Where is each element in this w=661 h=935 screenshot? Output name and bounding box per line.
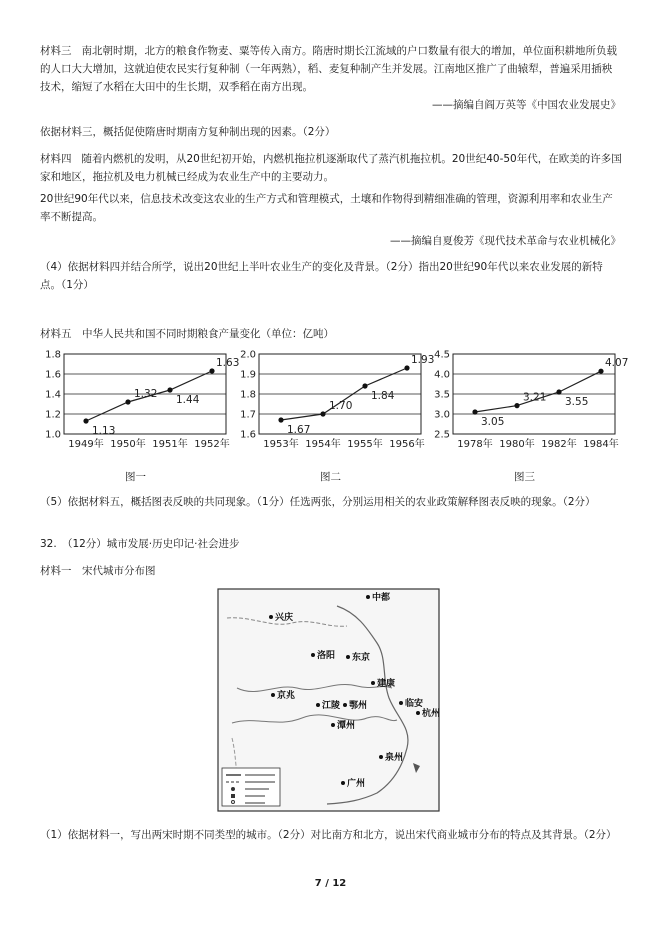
y-tick-label: 1.7	[240, 409, 256, 421]
y-tick-label: 3.0	[434, 409, 450, 421]
question-4: （4）依据材料四并结合所学，说出20世纪上半叶农业生产的变化及背景。（2分）指出20世纪90年代以来农业发展的新特点。（1分）	[40, 261, 603, 291]
data-point	[362, 383, 367, 388]
city-marker	[399, 701, 403, 705]
material-3-source: ——摘编自阎万英等《中国农业发展史》	[432, 99, 621, 111]
x-tick-label: 1952年	[194, 439, 230, 450]
chart-1	[40, 349, 240, 460]
y-tick-label: 1.6	[45, 369, 61, 381]
city-label: 东京	[352, 653, 371, 663]
city-marker	[341, 781, 345, 785]
data-point	[472, 409, 477, 414]
song-dynasty-city-map	[217, 588, 440, 812]
data-point	[83, 418, 88, 423]
y-tick-label: 1.9	[240, 369, 256, 381]
material-4-label: 材料四	[40, 153, 72, 165]
data-label: 3.55	[565, 396, 589, 408]
data-label: 3.21	[523, 391, 547, 404]
chart-3	[429, 349, 629, 460]
y-tick-label: 1.0	[45, 429, 61, 441]
data-point	[320, 411, 325, 416]
data-label: 1.93	[411, 354, 435, 366]
map-legend	[222, 768, 280, 806]
y-tick-label: 1.4	[45, 389, 61, 401]
x-tick-label: 1980年	[499, 439, 535, 450]
city-label: 建康	[377, 679, 396, 689]
question-32-header: 32. （12分）城市发展·历史印记·社会进步	[40, 538, 240, 550]
data-point	[125, 399, 130, 404]
y-tick-label: 2.5	[434, 429, 450, 441]
data-point	[514, 403, 519, 408]
data-label: 4.07	[605, 357, 629, 370]
material-4-source: ——摘编自夏俊芳《现代技术革命与农业机械化》	[390, 235, 621, 247]
material-4-text-1: 随着内燃机的发明，从20世纪初开始，内燃机拖拉机逐渐取代了蒸汽机拖拉机。20世纪40-50年代，在欧美的许多国家和地区，拖拉机及电力机械已经成为农业生产中的主要动力。	[40, 153, 622, 183]
y-tick-label: 3.5	[434, 389, 450, 401]
data-label: 1.70	[329, 400, 353, 412]
city-marker	[271, 693, 275, 697]
y-tick-label: 4.5	[434, 349, 450, 361]
city-label: 江陵	[322, 701, 341, 711]
x-tick-label: 1953年	[263, 439, 299, 450]
chart-1-caption: 图一	[125, 471, 146, 483]
data-label: 1.13	[92, 425, 116, 437]
material-4-paragraph-1	[40, 150, 622, 186]
data-point	[404, 365, 409, 370]
city-marker	[311, 653, 315, 657]
city-marker	[379, 755, 383, 759]
y-tick-label: 2.0	[240, 349, 256, 361]
city-label: 京兆	[277, 691, 296, 701]
data-point	[209, 368, 214, 373]
data-label: 1.32	[134, 388, 158, 400]
city-label: 兴庆	[275, 613, 294, 623]
city-label: 洛阳	[317, 651, 336, 661]
material-4-paragraph-2: 20世纪90年代以来，信息技术改变这农业的生产方式和管理模式，土壤和作物得到精细准确的管理，资源利用率和农业生产率不断提高。	[40, 193, 613, 223]
chart-3-caption: 图三	[514, 471, 535, 483]
x-tick-label: 1978年	[457, 439, 493, 450]
data-point	[278, 417, 283, 422]
city-label: 中都	[372, 593, 391, 603]
question-3: 依据材料三，概括促使隋唐时期南方复种制出现的因素。（2分）	[40, 126, 336, 138]
city-label: 杭州	[422, 709, 441, 719]
chart-2	[235, 349, 435, 460]
x-tick-label: 1956年	[389, 439, 425, 450]
data-label: 1.63	[216, 357, 240, 369]
city-label: 临安	[405, 699, 424, 709]
x-tick-label: 1950年	[110, 439, 146, 450]
city-marker	[416, 711, 420, 715]
material-3-paragraph	[40, 42, 622, 96]
y-tick-label: 1.6	[240, 429, 256, 441]
data-label: 1.44	[176, 394, 200, 406]
y-tick-label: 4.0	[434, 369, 450, 381]
city-marker	[331, 723, 335, 727]
city-label: 潭州	[337, 721, 356, 731]
data-label: 1.84	[371, 390, 395, 402]
data-point	[598, 369, 603, 374]
page-number: 7 / 12	[314, 878, 347, 889]
city-marker	[371, 681, 375, 685]
city-marker	[343, 703, 347, 707]
city-marker	[346, 655, 350, 659]
material-3-label: 材料三	[40, 45, 72, 57]
city-label: 泉州	[385, 753, 404, 763]
chart-2-caption: 图二	[320, 471, 341, 483]
legend-square	[231, 794, 235, 798]
data-label: 1.67	[287, 424, 311, 436]
y-tick-label: 1.8	[45, 349, 61, 361]
data-label: 3.05	[481, 416, 505, 428]
y-tick-label: 1.2	[45, 409, 61, 421]
material-1-title: 材料一 宋代城市分布图	[40, 565, 156, 577]
x-tick-label: 1951年	[152, 439, 188, 450]
x-tick-label: 1949年	[68, 439, 104, 450]
material-5-title: 材料五 中华人民共和国不同时期粮食产量变化（单位：亿吨）	[40, 328, 334, 340]
question-5: （5）依据材料五，概括图表反映的共同现象。（1分）任选两张，分别运用相关的农业政策解释图表反映的现象。（2分）	[40, 496, 596, 508]
city-marker	[269, 615, 273, 619]
city-marker	[366, 595, 370, 599]
city-marker	[316, 703, 320, 707]
city-label: 鄂州	[349, 701, 368, 711]
data-point	[167, 387, 172, 392]
y-tick-label: 1.8	[240, 389, 256, 401]
x-tick-label: 1955年	[347, 439, 383, 450]
question-32-1: （1）依据材料一，写出两宋时期不同类型的城市。（2分）对比南方和北方，说出宋代商业城市分布的特点及其背景。（2分）	[40, 829, 617, 841]
city-label: 广州	[347, 779, 366, 789]
x-tick-label: 1982年	[541, 439, 577, 450]
x-tick-label: 1984年	[583, 439, 619, 450]
data-point	[556, 389, 561, 394]
x-tick-label: 1954年	[305, 439, 341, 450]
material-3-text: 南北朝时期，北方的粮食作物麦、粟等传入南方。隋唐时期长江流域的户口数量有很大的增加，单位面积耕地所负载的人口大大增加，这就迫使农民实行复种制（一年两熟），稻、麦复种制产生并发展。江南地区推广了曲辕犁，普遍采用插秧技术，缩短了水稻在大田中的生长期，双季稻在南方出现。	[40, 45, 617, 93]
legend-dot-1	[231, 787, 235, 791]
